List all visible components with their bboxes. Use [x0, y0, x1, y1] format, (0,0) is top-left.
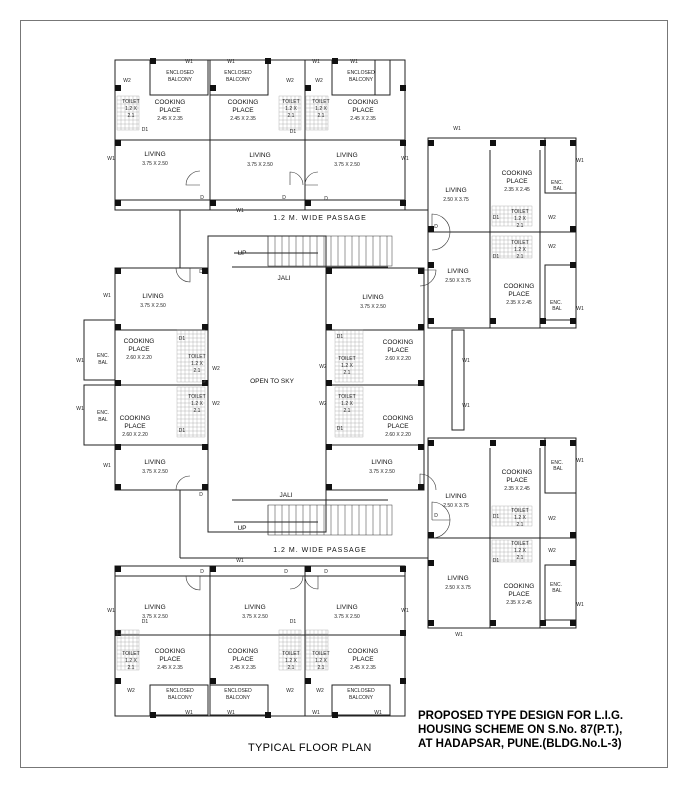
label-w1: W1 [576, 306, 584, 312]
column [115, 380, 121, 386]
column [210, 678, 216, 684]
label-bal: BAL [98, 360, 108, 366]
toilet-dim: 2.1 [516, 555, 524, 561]
toilet-dim: 1.2 X [315, 106, 327, 112]
toilet-dim: 2.1 [193, 368, 201, 374]
label-w1: W1 [103, 463, 111, 469]
column [115, 484, 121, 490]
column [305, 678, 311, 684]
toilet-label: TOILET [188, 394, 206, 400]
place-label: PLACE [508, 291, 530, 298]
column [490, 140, 496, 146]
place-label: PLACE [232, 107, 254, 114]
stair-up-label: UP [237, 250, 247, 257]
toilet-dim: 2.1 [193, 408, 201, 414]
label-bal: BAL [553, 186, 563, 192]
label-w1: W1 [236, 208, 244, 214]
column [210, 200, 216, 206]
column [115, 444, 121, 450]
label-enc: ENC. [97, 410, 109, 416]
toilet-label: TOILET [188, 354, 206, 360]
cooking-label: COOKING [501, 170, 533, 177]
place-label: PLACE [352, 656, 374, 663]
label-w2: W2 [286, 688, 294, 694]
column [305, 566, 311, 572]
label-w2: W2 [212, 366, 220, 372]
door-swing [305, 576, 318, 589]
column [150, 712, 156, 718]
toilet-dim: 1.2 X [125, 658, 137, 664]
cooking-label: COOKING [123, 338, 155, 345]
stair-up-label: UP [237, 525, 247, 532]
column [570, 140, 576, 146]
column [570, 262, 576, 268]
living-dim: 3.75 X 2.50 [360, 304, 386, 310]
toilet-label: TOILET [338, 356, 356, 362]
cooking-dim: 2.60 X 2.20 [385, 432, 411, 438]
cooking-dim: 2.60 X 2.20 [385, 356, 411, 362]
door-swing [186, 576, 200, 590]
column [115, 630, 121, 636]
label-w1: W1 [236, 558, 244, 564]
column [570, 532, 576, 538]
door-swing [432, 520, 450, 538]
column [115, 566, 121, 572]
living-label: LIVING [142, 293, 164, 300]
label-bal: BAL [553, 466, 563, 472]
label-enc: ENC. [97, 353, 109, 359]
label-enc: ENC. [550, 582, 562, 588]
label-balcony: BALCONY [349, 77, 373, 83]
living-dim: 3.75 X 2.50 [369, 469, 395, 475]
toilet-dim: 2.1 [317, 665, 325, 671]
cooking-dim: 2.35 X 2.45 [504, 187, 530, 193]
cooking-label: COOKING [154, 99, 186, 106]
column [305, 85, 311, 91]
toilet-dim: 1.2 X [125, 106, 137, 112]
label-w1: W1 [576, 602, 584, 608]
shaft [452, 330, 464, 430]
living-label: LIVING [336, 604, 358, 611]
toilet-dim: 2.1 [343, 408, 351, 414]
label-w1: W1 [185, 710, 193, 716]
label-w1: W1 [76, 406, 84, 412]
label-d1: D1 [492, 254, 500, 260]
label-w2: W2 [319, 401, 327, 407]
label-d1: D1 [289, 129, 297, 135]
label-w1: W1 [401, 608, 409, 614]
toilet-dim: 1.2 X [191, 361, 203, 367]
jali-label: JALI [279, 492, 293, 499]
label-d1: D1 [178, 336, 186, 342]
toilet-label: TOILET [282, 651, 300, 657]
cooking-label: COOKING [347, 648, 379, 655]
column [570, 560, 576, 566]
label-enc: ENC. [551, 460, 563, 466]
label-d: D [324, 196, 328, 202]
column [428, 532, 434, 538]
label-enclosed: ENCLOSED [347, 70, 375, 76]
toilet-dim: 1.2 X [285, 106, 297, 112]
column [428, 318, 434, 324]
label-w2: W2 [315, 78, 323, 84]
label-enclosed: ENCLOSED [166, 70, 194, 76]
toilet-dim: 2.1 [516, 522, 524, 528]
door-swing [305, 172, 318, 185]
cooking-dim: 2.45 X 2.35 [157, 665, 183, 671]
cooking-dim: 2.60 X 2.20 [126, 355, 152, 361]
label-w1: W1 [401, 156, 409, 162]
column [210, 566, 216, 572]
cooking-dim: 2.35 X 2.45 [504, 486, 530, 492]
open-to-sky-label: OPEN TO SKY [250, 378, 294, 385]
living-label: LIVING [445, 493, 467, 500]
column [202, 484, 208, 490]
label-w1: W1 [312, 710, 320, 716]
column [570, 226, 576, 232]
column [326, 324, 332, 330]
column [115, 678, 121, 684]
column [202, 268, 208, 274]
drawing-subtitle: TYPICAL FLOOR PLAN [248, 742, 372, 754]
label-w1: W1 [185, 59, 193, 65]
label-d: D [199, 492, 203, 498]
column [540, 140, 546, 146]
label-enclosed: ENCLOSED [347, 688, 375, 694]
passage-label: 1.2 M. WIDE PASSAGE [273, 215, 367, 222]
living-label: LIVING [144, 459, 166, 466]
label-d: D [199, 269, 203, 275]
label-d: D [434, 513, 438, 519]
place-label: PLACE [124, 423, 146, 430]
toilet-dim: 2.1 [516, 223, 524, 229]
cooking-label: COOKING [503, 583, 535, 590]
label-w2: W2 [319, 364, 327, 370]
label-d1: D1 [492, 558, 500, 564]
column [540, 440, 546, 446]
toilet-dim: 1.2 X [341, 401, 353, 407]
living-dim: 3.75 X 2.50 [140, 303, 166, 309]
living-dim: 3.75 X 2.50 [334, 162, 360, 168]
column [115, 200, 121, 206]
place-label: PLACE [387, 423, 409, 430]
label-w2: W2 [127, 688, 135, 694]
toilet-dim: 1.2 X [514, 548, 526, 554]
door-swing [290, 172, 303, 185]
label-w1: W1 [103, 293, 111, 299]
cooking-dim: 2.45 X 2.35 [230, 116, 256, 122]
label-w1: W1 [107, 608, 115, 614]
toilet-tiling [117, 96, 532, 670]
place-label: PLACE [128, 346, 150, 353]
column [570, 620, 576, 626]
label-w1: W1 [462, 403, 470, 409]
toilet-dim: 2.1 [516, 254, 524, 260]
column [265, 58, 271, 64]
column [418, 444, 424, 450]
living-dim: 2.50 X 3.75 [443, 503, 469, 509]
toilet-label: TOILET [282, 99, 300, 105]
label-w2: W2 [548, 548, 556, 554]
toilet-dim: 1.2 X [514, 216, 526, 222]
toilet-label: TOILET [312, 99, 330, 105]
column [265, 712, 271, 718]
column [400, 630, 406, 636]
label-w1: W1 [312, 59, 320, 65]
label-w2: W2 [212, 401, 220, 407]
label-balcony: BALCONY [168, 77, 192, 83]
toilet-dim: 2.1 [127, 665, 135, 671]
column [418, 380, 424, 386]
column [210, 85, 216, 91]
column [570, 440, 576, 446]
cooking-label: COOKING [119, 415, 151, 422]
cooking-dim: 2.45 X 2.35 [230, 665, 256, 671]
place-label: PLACE [352, 107, 374, 114]
column [428, 262, 434, 268]
toilet-label: TOILET [511, 240, 529, 246]
column [150, 58, 156, 64]
label-w1: W1 [227, 710, 235, 716]
cooking-dim: 2.60 X 2.20 [122, 432, 148, 438]
toilet-dim: 1.2 X [514, 515, 526, 521]
room-labels [76, 59, 584, 716]
place-label: PLACE [387, 347, 409, 354]
column [202, 324, 208, 330]
place-label: PLACE [508, 591, 530, 598]
label-w1: W1 [107, 156, 115, 162]
passage-label: 1.2 M. WIDE PASSAGE [273, 547, 367, 554]
column [490, 440, 496, 446]
label-w2: W2 [123, 78, 131, 84]
column [115, 140, 121, 146]
label-d1: D1 [492, 514, 500, 520]
label-balcony: BALCONY [349, 695, 373, 701]
toilet-dim: 1.2 X [191, 401, 203, 407]
toilet-label: TOILET [511, 209, 529, 215]
toilet-label: TOILET [312, 651, 330, 657]
living-dim: 3.75 X 2.50 [247, 162, 273, 168]
column [202, 444, 208, 450]
door-swing [432, 232, 450, 250]
toilet-dim: 1.2 X [341, 363, 353, 369]
label-bal: BAL [552, 588, 562, 594]
living-dim: 3.75 X 2.50 [334, 614, 360, 620]
column [540, 318, 546, 324]
label-d: D [282, 195, 286, 201]
label-d: D [434, 224, 438, 230]
project-title: PROPOSED TYPE DESIGN FOR L.I.G. HOUSING SCHEME ON S.No. 87(P.T.), AT HADAPSAR, PUNE.(BLDG.No.L-3) [418, 710, 624, 750]
label-d: D [324, 569, 328, 575]
toilet-dim: 1.2 X [285, 658, 297, 664]
toilet-label: TOILET [122, 99, 140, 105]
living-dim: 3.75 X 2.50 [142, 161, 168, 167]
cooking-label: COOKING [501, 469, 533, 476]
cooking-label: COOKING [382, 339, 414, 346]
label-enclosed: ENCLOSED [224, 688, 252, 694]
cooking-dim: 2.45 X 2.35 [350, 116, 376, 122]
living-dim: 3.75 X 2.50 [142, 469, 168, 475]
toilet-label: TOILET [511, 541, 529, 547]
column [418, 268, 424, 274]
cooking-label: COOKING [227, 99, 259, 106]
label-d: D [200, 569, 204, 575]
column [115, 85, 121, 91]
living-label: LIVING [144, 151, 166, 158]
cooking-label: COOKING [227, 648, 259, 655]
living-dim: 3.75 X 2.50 [242, 614, 268, 620]
door-swing [176, 476, 190, 490]
label-w1: W1 [576, 158, 584, 164]
column [400, 200, 406, 206]
toilet-dim: 2.1 [127, 113, 135, 119]
place-label: PLACE [159, 656, 181, 663]
label-w1: W1 [453, 126, 461, 132]
label-d: D [200, 195, 204, 201]
column [332, 712, 338, 718]
toilet-dim: 2.1 [317, 113, 325, 119]
door-swing [290, 576, 303, 589]
toilet-label: TOILET [122, 651, 140, 657]
column [326, 268, 332, 274]
toilet-dim: 2.1 [287, 665, 295, 671]
cooking-dim: 2.45 X 2.35 [350, 665, 376, 671]
living-label: LIVING [445, 187, 467, 194]
cooking-label: COOKING [382, 415, 414, 422]
label-w2: W2 [316, 688, 324, 694]
toilet-dim: 1.2 X [315, 658, 327, 664]
label-d1: D1 [336, 334, 344, 340]
label-d1: D1 [178, 428, 186, 434]
living-label: LIVING [371, 459, 393, 466]
label-balcony: BALCONY [168, 695, 192, 701]
column [326, 444, 332, 450]
label-enc: ENC. [551, 180, 563, 186]
living-label: LIVING [336, 152, 358, 159]
living-label: LIVING [447, 575, 469, 582]
cooking-label: COOKING [154, 648, 186, 655]
column [428, 620, 434, 626]
living-label: LIVING [362, 294, 384, 301]
label-bal: BAL [552, 306, 562, 312]
column [400, 85, 406, 91]
label-w1: W1 [227, 59, 235, 65]
label-balcony: BALCONY [226, 77, 250, 83]
column [400, 678, 406, 684]
toilet-label: TOILET [511, 508, 529, 514]
column [400, 140, 406, 146]
column [400, 566, 406, 572]
label-w1: W1 [76, 358, 84, 364]
living-label: LIVING [447, 268, 469, 275]
place-label: PLACE [506, 178, 528, 185]
label-w2: W2 [548, 516, 556, 522]
label-enc: ENC. [550, 300, 562, 306]
cooking-label: COOKING [347, 99, 379, 106]
label-w1: W1 [374, 710, 382, 716]
living-dim: 2.50 X 3.75 [445, 585, 471, 591]
living-dim: 2.50 X 3.75 [443, 197, 469, 203]
place-label: PLACE [506, 477, 528, 484]
door-swings [176, 171, 450, 590]
label-w2: W2 [286, 78, 294, 84]
living-label: LIVING [249, 152, 271, 159]
label-enclosed: ENCLOSED [166, 688, 194, 694]
enc-balcony [84, 320, 115, 380]
column [326, 484, 332, 490]
stair-flight [268, 505, 392, 535]
living-label: LIVING [244, 604, 266, 611]
column [540, 620, 546, 626]
cooking-label: COOKING [503, 283, 535, 290]
living-label: LIVING [144, 604, 166, 611]
stair-flight [268, 236, 392, 266]
column [570, 318, 576, 324]
cooking-dim: 2.35 X 2.45 [506, 300, 532, 306]
place-label: PLACE [232, 656, 254, 663]
wall [326, 268, 424, 490]
label-balcony: BALCONY [226, 695, 250, 701]
label-w1: W1 [350, 59, 358, 65]
label-d1: D1 [141, 127, 149, 133]
living-dim: 2.50 X 3.75 [445, 278, 471, 284]
toilet-dim: 2.1 [287, 113, 295, 119]
label-w1: W1 [455, 632, 463, 638]
place-label: PLACE [159, 107, 181, 114]
column [305, 200, 311, 206]
cooking-dim: 2.35 X 2.45 [506, 600, 532, 606]
label-d: D [284, 569, 288, 575]
label-d1: D1 [336, 426, 344, 432]
column [115, 268, 121, 274]
column [490, 318, 496, 324]
column [418, 324, 424, 330]
column [428, 226, 434, 232]
column [332, 58, 338, 64]
label-w1: W1 [576, 458, 584, 464]
toilet-dim: 2.1 [343, 370, 351, 376]
label-enclosed: ENCLOSED [224, 70, 252, 76]
door-swing [186, 171, 200, 185]
door-swing [176, 268, 190, 282]
living-dim: 3.75 X 2.50 [142, 614, 168, 620]
jali-label: JALI [277, 275, 291, 282]
column [490, 620, 496, 626]
toilet-dim: 1.2 X [514, 247, 526, 253]
label-d1: D1 [492, 215, 500, 221]
label-d1: D1 [289, 619, 297, 625]
toilet-label: TOILET [338, 394, 356, 400]
cooking-dim: 2.45 X 2.35 [157, 116, 183, 122]
wall [115, 268, 208, 490]
column [326, 380, 332, 386]
label-bal: BAL [98, 417, 108, 423]
column [428, 440, 434, 446]
column [115, 324, 121, 330]
column [418, 484, 424, 490]
column [428, 140, 434, 146]
label-d1: D1 [141, 619, 149, 625]
label-w2: W2 [548, 215, 556, 221]
label-w2: W2 [548, 244, 556, 250]
column [428, 560, 434, 566]
label-w1: W1 [462, 358, 470, 364]
